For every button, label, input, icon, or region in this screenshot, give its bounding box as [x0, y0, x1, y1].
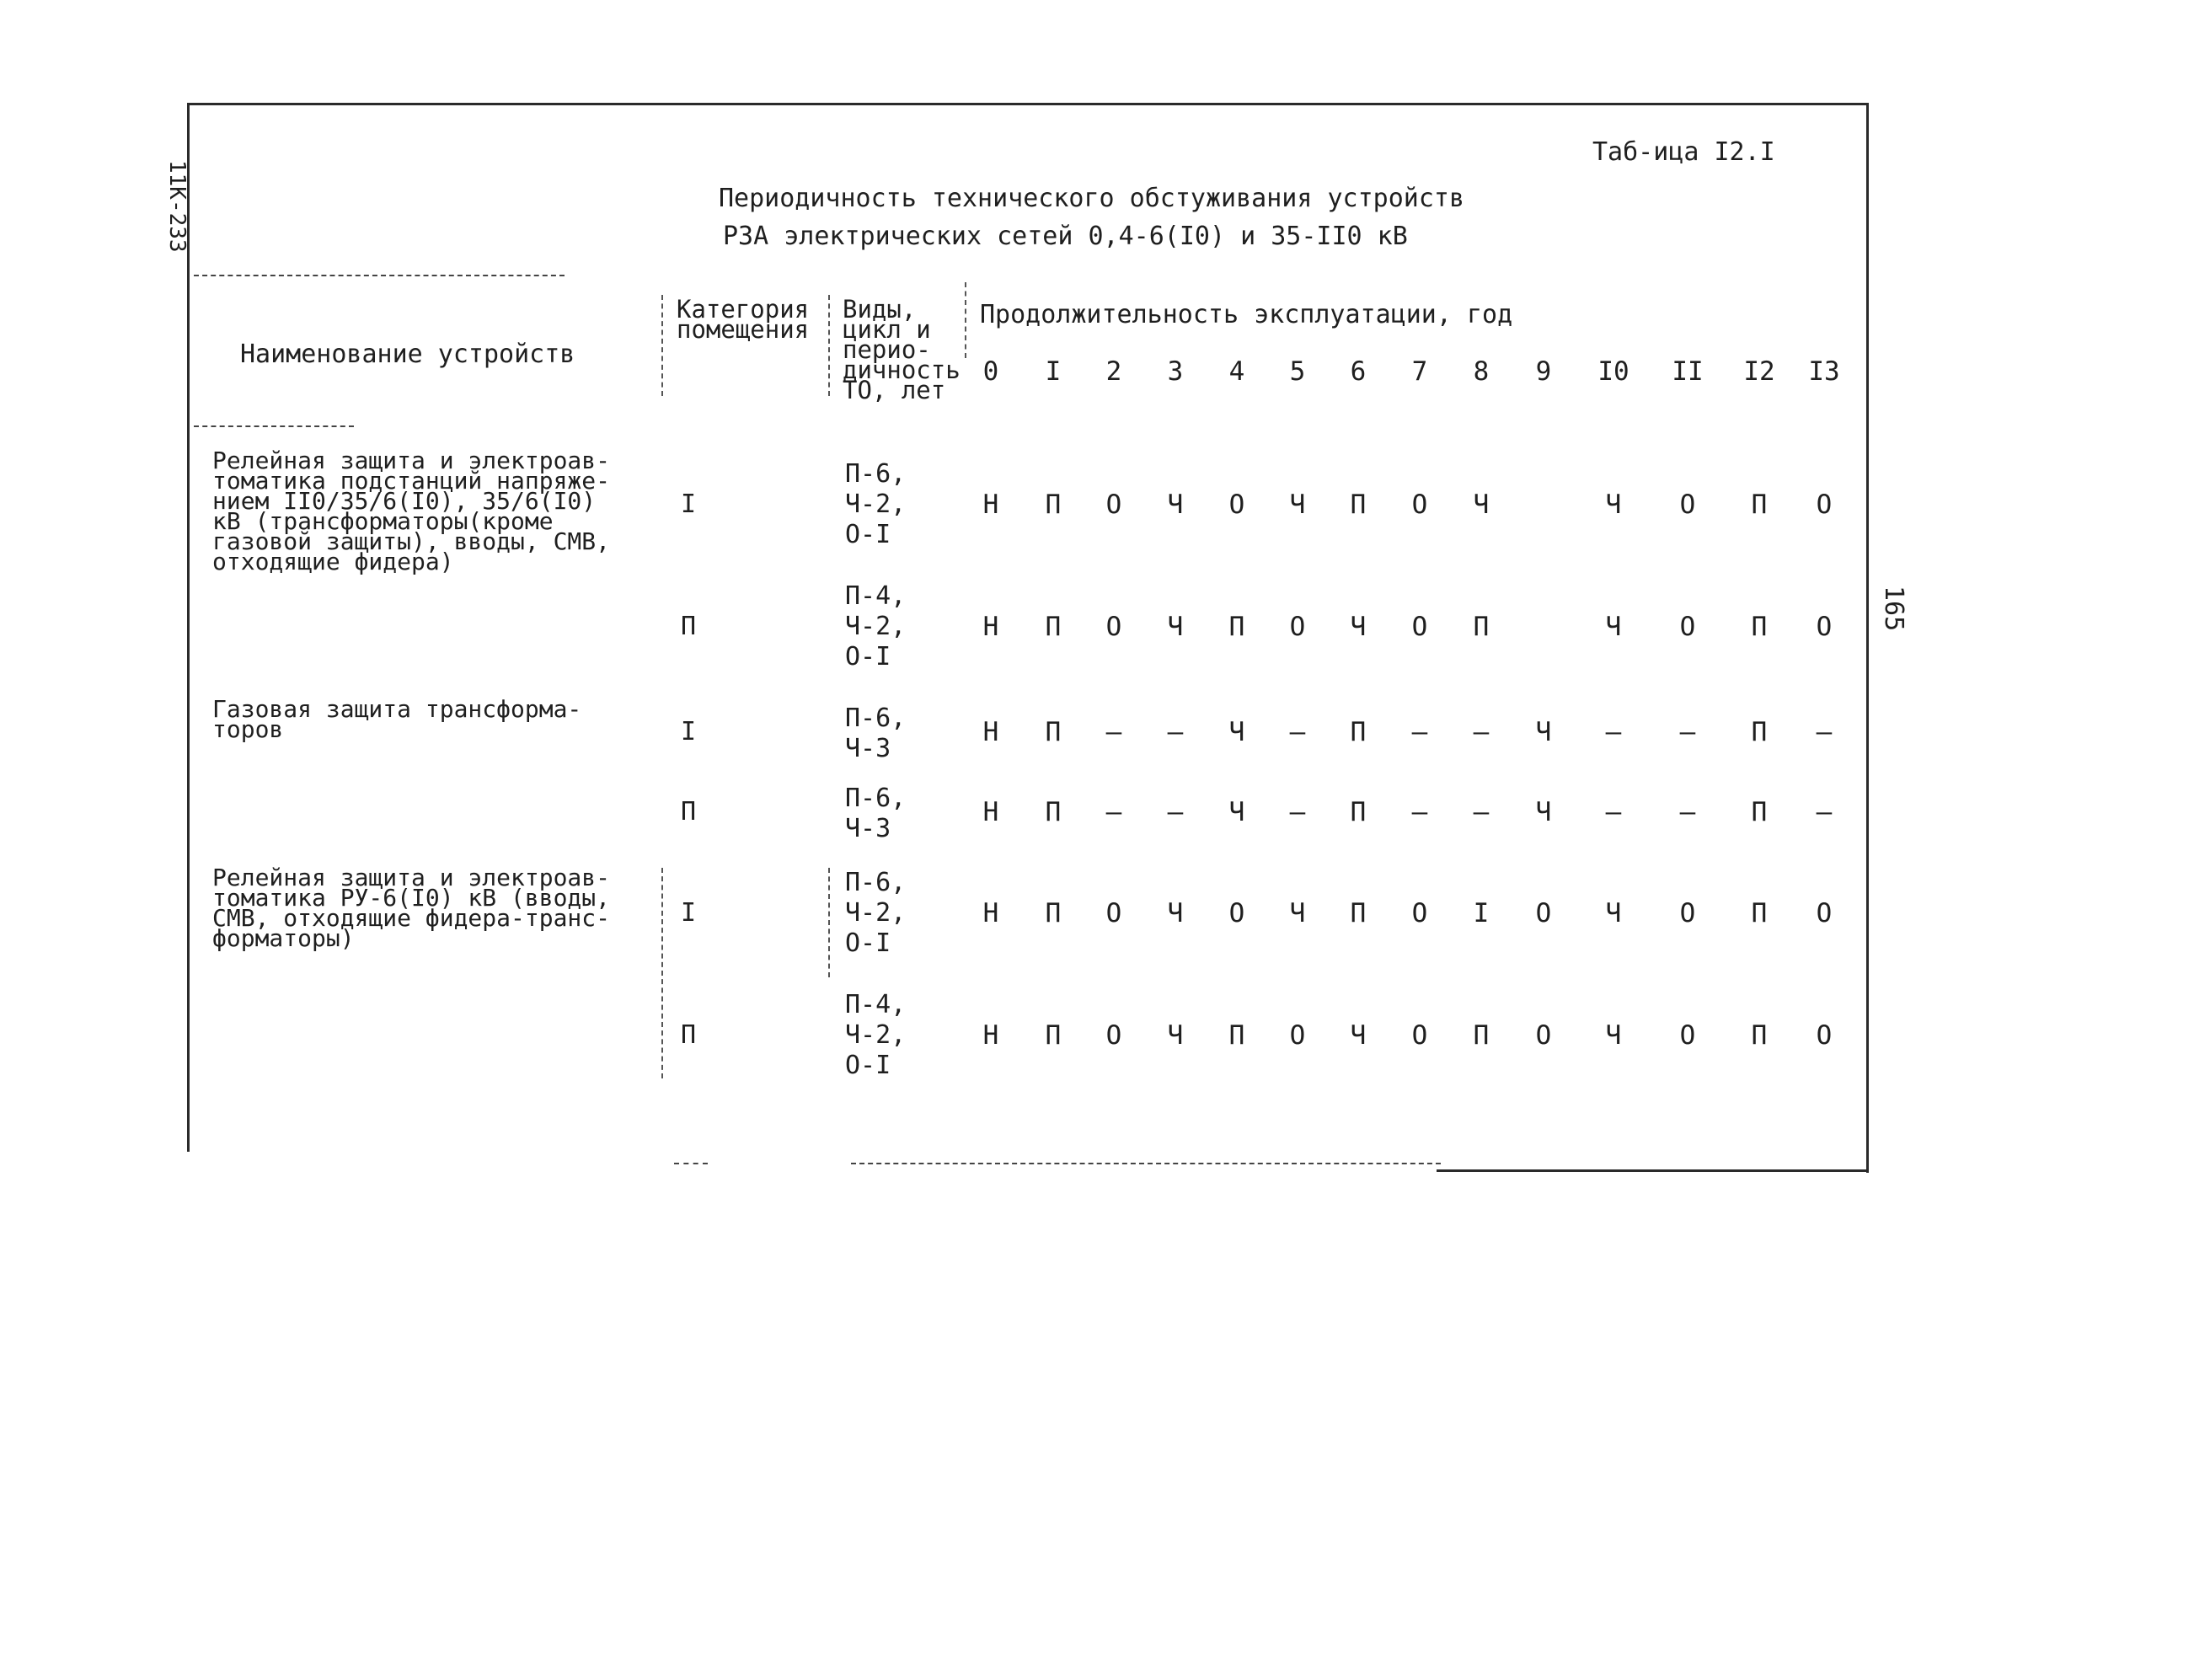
category-cell: I [681, 490, 697, 519]
schedule-cell: Ч [1167, 612, 1184, 642]
maintenance-types-cell: П-6, Ч-2, О-I [845, 459, 907, 549]
schedule-cell: П [1751, 717, 1768, 747]
category-cell: I [681, 717, 697, 746]
schedule-cell: – [1679, 797, 1696, 827]
schedule-cell: – [1105, 797, 1122, 827]
device-group-name: Релейная защита и электроав- томатика подстанций напряже- нием II0/35/6(I0), 35/6(I0) кВ (трансформаторы(кроме газовой защиты), вводы, СМВ, отходящие фидера) [212, 447, 611, 575]
schedule-cell: – [1816, 797, 1833, 827]
title-line-2: РЗА электрических сетей 0,4-6(I0) и 35-II0 кВ [723, 222, 1408, 251]
schedule-cell: – [1473, 797, 1490, 827]
schedule-cell: П [1228, 1020, 1245, 1051]
col-divider-4 [661, 868, 663, 1078]
year-header-9: 9 [1535, 356, 1552, 387]
schedule-cell: – [1289, 717, 1306, 747]
schedule-cell: П [1228, 612, 1245, 642]
category-cell: П [681, 612, 697, 641]
schedule-cell: П [1751, 490, 1768, 520]
table-label: Таб-ица I2.I [1592, 137, 1775, 167]
schedule-cell: О [1105, 490, 1122, 520]
schedule-cell: – [1167, 717, 1184, 747]
schedule-cell: П [1045, 797, 1062, 827]
year-header-6: 6 [1350, 356, 1367, 387]
schedule-cell: Ч [1535, 797, 1552, 827]
schedule-cell: О [1228, 490, 1245, 520]
schedule-cell: – [1605, 717, 1622, 747]
schedule-cell: Ч [1535, 717, 1552, 747]
schedule-cell: Ч [1350, 1020, 1367, 1051]
schedule-cell: О [1816, 612, 1833, 642]
schedule-cell: П [1473, 1020, 1490, 1051]
schedule-cell: Н [982, 797, 999, 827]
schedule-cell: П [1045, 717, 1062, 747]
schedule-cell: П [1751, 797, 1768, 827]
schedule-cell: – [1679, 717, 1696, 747]
schedule-cell: П [1045, 1020, 1062, 1051]
schedule-cell: Ч [1605, 1020, 1622, 1051]
year-header-2: 2 [1105, 356, 1122, 387]
schedule-cell: П [1045, 490, 1062, 520]
schedule-cell: О [1816, 1020, 1833, 1051]
category-cell: П [681, 797, 697, 827]
frame-top-border [187, 103, 1868, 105]
year-header-13: I3 [1808, 356, 1840, 387]
schedule-cell: О [1411, 612, 1428, 642]
schedule-cell: – [1473, 717, 1490, 747]
year-header-4: 4 [1228, 356, 1245, 387]
schedule-cell: О [1289, 1020, 1306, 1051]
col-divider-2 [828, 295, 830, 396]
schedule-cell: – [1105, 717, 1122, 747]
schedule-cell: П [1350, 490, 1367, 520]
schedule-cell: П [1473, 612, 1490, 642]
header-category: Категория помещения [677, 295, 810, 344]
header-top-rule [194, 275, 565, 276]
schedule-cell: О [1411, 898, 1428, 928]
schedule-cell: О [1289, 612, 1306, 642]
schedule-cell: Ч [1167, 490, 1184, 520]
schedule-cell: Н [982, 1020, 999, 1051]
header-bottom-rule [194, 425, 354, 427]
header-duration: Продолжительность эксплуатации, год [980, 300, 1513, 329]
col-divider-5 [828, 868, 830, 977]
device-group-name: Газовая защита трансформа- торов [212, 695, 582, 743]
schedule-cell: О [1411, 490, 1428, 520]
header-name: Наименование устройств [240, 340, 575, 369]
schedule-cell: О [1411, 1020, 1428, 1051]
schedule-cell: I [1473, 898, 1490, 928]
schedule-cell: – [1605, 797, 1622, 827]
schedule-cell: О [1679, 612, 1696, 642]
schedule-cell: Н [982, 717, 999, 747]
schedule-cell: – [1167, 797, 1184, 827]
header-types: Виды, цикл и перио- дичность ТО, лет [843, 295, 961, 404]
category-cell: П [681, 1020, 697, 1050]
year-header-7: 7 [1411, 356, 1428, 387]
schedule-cell: Ч [1167, 1020, 1184, 1051]
frame-right-border [1866, 103, 1869, 1173]
year-header-5: 5 [1289, 356, 1306, 387]
year-header-12: I2 [1743, 356, 1775, 387]
schedule-cell: Ч [1228, 797, 1245, 827]
page-number: 165 [1879, 586, 1908, 632]
schedule-cell: П [1350, 898, 1367, 928]
footer-rule-2 [851, 1163, 1441, 1164]
schedule-cell: О [1105, 612, 1122, 642]
device-group-name: Релейная защита и электроав- томатика РУ-6(I0) кВ (вводы, СМВ, отходящие фидера-транс- форматоры) [212, 864, 611, 952]
year-header-1: I [1045, 356, 1062, 387]
maintenance-types-cell: П-4, Ч-2, О-I [845, 581, 907, 671]
schedule-cell: – [1289, 797, 1306, 827]
schedule-cell: О [1535, 898, 1552, 928]
schedule-cell: Ч [1167, 898, 1184, 928]
col-divider-1 [661, 295, 663, 396]
schedule-cell: О [1105, 1020, 1122, 1051]
schedule-cell: Ч [1473, 490, 1490, 520]
schedule-cell: О [1228, 898, 1245, 928]
schedule-cell: Ч [1605, 490, 1622, 520]
schedule-cell: П [1751, 612, 1768, 642]
maintenance-types-cell: П-6, Ч-3 [845, 784, 907, 843]
schedule-cell: Н [982, 490, 999, 520]
schedule-cell: Ч [1605, 898, 1622, 928]
maintenance-types-cell: П-4, Ч-2, О-I [845, 990, 907, 1080]
schedule-cell: О [1679, 898, 1696, 928]
schedule-cell: П [1751, 898, 1768, 928]
schedule-cell: – [1411, 717, 1428, 747]
maintenance-types-cell: П-6, Ч-2, О-I [845, 868, 907, 958]
schedule-cell: П [1751, 1020, 1768, 1051]
category-cell: I [681, 898, 697, 928]
maintenance-types-cell: П-6, Ч-3 [845, 704, 907, 763]
schedule-cell: П [1045, 612, 1062, 642]
schedule-cell: Ч [1289, 490, 1306, 520]
schedule-cell: – [1816, 717, 1833, 747]
schedule-cell: О [1679, 1020, 1696, 1051]
schedule-cell: Ч [1228, 717, 1245, 747]
year-header-3: 3 [1167, 356, 1184, 387]
year-header-11: II [1672, 356, 1704, 387]
schedule-cell: Ч [1605, 612, 1622, 642]
schedule-cell: О [1679, 490, 1696, 520]
schedule-cell: П [1350, 797, 1367, 827]
frame-left-border [187, 103, 190, 1152]
schedule-cell: О [1105, 898, 1122, 928]
year-header-8: 8 [1473, 356, 1490, 387]
margin-note: 11К-233 [164, 160, 190, 253]
schedule-cell: О [1816, 490, 1833, 520]
schedule-cell: Н [982, 612, 999, 642]
schedule-cell: – [1411, 797, 1428, 827]
col-divider-3 [965, 282, 966, 358]
schedule-cell: Ч [1350, 612, 1367, 642]
schedule-cell: Ч [1289, 898, 1306, 928]
footer-rule-1 [674, 1163, 708, 1164]
schedule-cell: О [1816, 898, 1833, 928]
title-line-1: Периодичность технического обстуживания устройств [719, 184, 1465, 213]
year-header-10: I0 [1597, 356, 1629, 387]
frame-bottom-border [1437, 1169, 1868, 1172]
schedule-cell: П [1350, 717, 1367, 747]
schedule-cell: П [1045, 898, 1062, 928]
schedule-cell: О [1535, 1020, 1552, 1051]
year-header-0: 0 [982, 356, 999, 387]
schedule-cell: Н [982, 898, 999, 928]
